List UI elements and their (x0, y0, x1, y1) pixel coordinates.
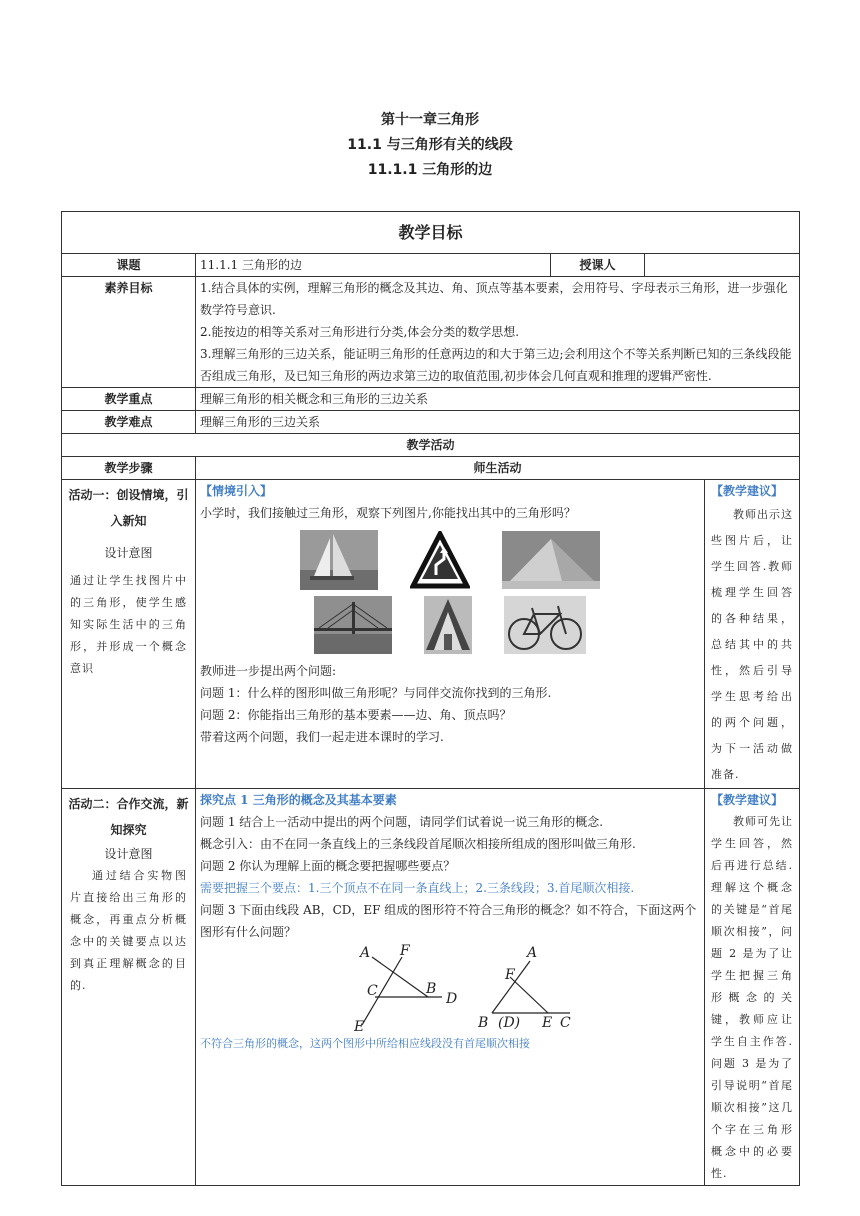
label-D: D (446, 991, 458, 1007)
answer-2: 需要把握三个要点：1.三个顶点不在同一条直线上；2.三条线段；3.首尾顺次相接. (200, 881, 635, 895)
figure-2 (477, 945, 571, 1031)
pyramid-photo (502, 531, 600, 589)
label-F2: F (505, 967, 515, 983)
question-3: 问题 3 下面由线段 AB，CD，EF 组成的图形符不符合三角形的概念？如不符合，下面这两个图形有什么问题？ (200, 903, 697, 939)
activity-title: 教学活动 (62, 434, 800, 457)
label-C: C (367, 983, 378, 999)
question-1: 问题 1 结合上一活动中提出的两个问题，请同学们试着说一说三角形的概念. (200, 815, 604, 829)
key-value: 理解三角形的相关概念和三角形的三边关系 (196, 388, 800, 411)
activity1-main (196, 480, 705, 789)
bicycle-photo (504, 596, 586, 654)
situation-tag: 【情境引入】 (200, 484, 273, 498)
house-photo (424, 596, 472, 654)
activity1-suggest (705, 480, 800, 789)
activity1-line: 问题 1：什么样的图形叫做三角形呢？与同伴交流你找到的三角形. (200, 686, 552, 700)
lesson-plan-table (61, 211, 800, 1186)
literacy-goals (196, 277, 800, 388)
label-A: A (360, 945, 371, 961)
figure-1 (353, 943, 457, 1033)
activity2-suggest-text: 教师可先让学生回答，然后再进行总结.理解这个概念的关键是“首尾顺次相接”，问题 2 是为了让学生把握三角形概念的关键，教师应让学生自主作答.问题 3 是为了引导说明“首尾顺次相接”这几个字在三角形概念中的必要性. (711, 815, 794, 1180)
activity1-title: 活动一：创设情境，引入新知 (68, 488, 189, 528)
road-sign-photo (410, 531, 470, 589)
answer-3: 不符合三角形的概念，这两个图形中所给相应线段没有首尾顺次相接 (200, 1037, 530, 1050)
literacy-item: 2.能按边的相等关系对三角形进行分类,体会分类的数学思想. (200, 325, 520, 339)
literacy-label: 素养目标 (62, 277, 196, 388)
literacy-item: 3.理解三角形的三边关系，能证明三角形的任意两边的和大于第三边;会利用这个不等关系判断已知的三条线段能否组成三角形，及已知三角形的两边求第三边的取值范围,初步体会几何直观和推理的逻辑严密性. (200, 347, 792, 383)
label-D2: (D) (498, 1015, 521, 1031)
activity1-suggest-text: 教师出示这些图片后，让学生回答.教师梳理学生回答的各种结果，总结其中的共性，然后引导学生思考给出的两个问题，为下一活动做准备. (711, 508, 794, 781)
activity2-design-text: 通过结合实物图片直接给出三角形的概念，再重点分析概念中的关键要点以达到真正理解概念的目的. (70, 869, 187, 992)
activity2-left (62, 789, 196, 1186)
label-A2: A (527, 945, 538, 961)
segment-figures (230, 943, 670, 1033)
chapter-title: 第十一章三角形 (381, 112, 479, 128)
label-F: F (400, 943, 410, 959)
teacher-label: 授课人 (551, 254, 645, 277)
activity1-intro: 小学时，我们接触过三角形，观察下列图片,你能找出其中的三角形吗？ (200, 506, 576, 520)
suggest-tag-2: 【教学建议】 (711, 793, 784, 807)
label-E2: E (542, 1015, 553, 1031)
activity2-main (196, 789, 705, 1186)
explore-title: 探究点 1 三角形的概念及其基本要素 (200, 793, 397, 807)
course-label: 课题 (62, 254, 196, 277)
sailboat-photo (300, 530, 378, 590)
difficult-value: 理解三角形的三边关系 (196, 411, 800, 434)
section-title: 11.1 与三角形有关的线段 (347, 137, 513, 153)
literacy-item: 1.结合具体的实例，理解三角形的概念及其边、角、顶点等基本要素，会用符号、字母表示三角形，进一步强化数学符号意识. (200, 281, 788, 317)
activity2-design-label: 设计意图 (104, 847, 153, 861)
activity1-design-label: 设计意图 (104, 546, 153, 560)
label-E: E (354, 1019, 365, 1033)
suggest-tag: 【教学建议】 (711, 484, 784, 498)
activity1-left (62, 480, 196, 789)
subsection-title: 11.1.1 三角形的边 (367, 162, 493, 178)
concept-intro: 概念引入：由不在同一条直线上的三条线段首尾顺次相接所组成的图形叫做三角形. (200, 837, 636, 851)
key-label: 教学重点 (62, 388, 196, 411)
activity1-design-text: 通过让学生找图片中的三角形，使学生感知实际生活中的三角形，并形成一个概念意识 (70, 574, 187, 675)
activity1-line: 带着这两个问题，我们一起走进本课时的学习. (200, 730, 444, 744)
activity2-title: 活动二：合作交流，新知探究 (68, 797, 189, 837)
activity1-line: 教师进一步提出两个问题: (200, 664, 337, 678)
table-title: 教学目标 (62, 212, 800, 254)
teacher-student-label: 师生活动 (196, 457, 800, 480)
course-value: 11.1.1 三角形的边 (196, 254, 551, 277)
activity2-suggest (705, 789, 800, 1186)
bridge-photo (314, 596, 392, 654)
label-B2: B (478, 1015, 489, 1031)
activity1-line: 问题 2：你能指出三角形的基本要素——边、角、顶点吗？ (200, 708, 512, 722)
teacher-value (645, 254, 800, 277)
question-2: 问题 2 你认为理解上面的概念要把握哪些要点？ (200, 859, 456, 873)
label-B: B (426, 981, 437, 997)
label-C2: C (560, 1015, 571, 1031)
steps-label: 教学步骤 (62, 457, 196, 480)
difficult-label: 教学难点 (62, 411, 196, 434)
